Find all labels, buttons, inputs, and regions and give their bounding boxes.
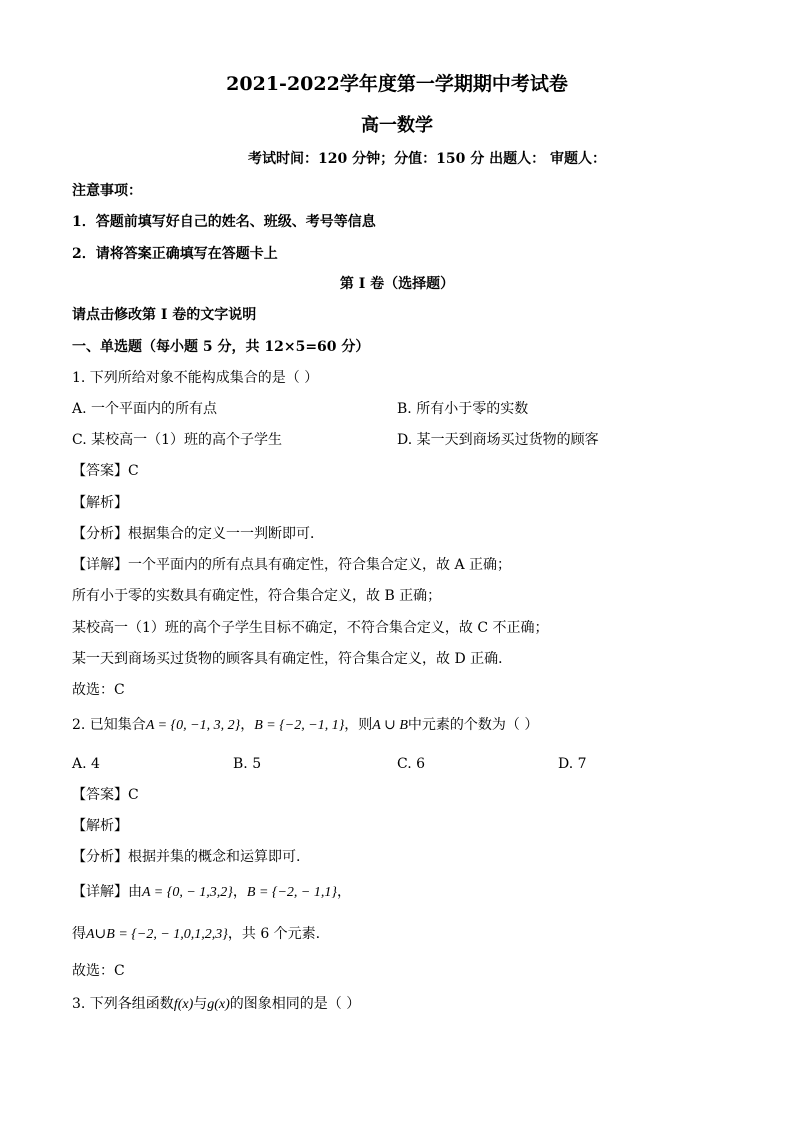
fenxi-text: 根据并集的概念和运算即可. bbox=[128, 849, 301, 865]
q1-detail-3: 某校高一（1）班的高个子学生目标不确定，不符合集合定义，故 C 不正确； bbox=[72, 620, 549, 636]
exam-title: 2021-2022学年度第一学期期中考试卷 bbox=[226, 73, 568, 95]
q1-detail-2: 所有小于零的实数具有确定性，符合集合定义，故 B 正确； bbox=[72, 588, 442, 604]
q2-answer bbox=[72, 786, 139, 804]
q1-detail-1 bbox=[72, 556, 511, 574]
q3-f: f(x) bbox=[173, 997, 194, 1012]
q2-stem-suffix-1: ，则 bbox=[344, 717, 373, 733]
section-title: 第 I 卷（选择题） bbox=[339, 276, 455, 292]
result-prefix: 得 bbox=[72, 926, 86, 942]
q2-option-a: A. 4 bbox=[72, 756, 100, 772]
q3-stem-suffix: 的图象相同的是（ ） bbox=[229, 996, 361, 1012]
q1-conclusion: 故选：C bbox=[72, 682, 125, 698]
q2-stem-prefix: 2. 已知集合 bbox=[72, 717, 146, 733]
q2-option-c: C. 6 bbox=[397, 756, 426, 772]
detail-end: ， bbox=[336, 884, 351, 900]
exam-subtitle: 高一数学 bbox=[361, 115, 433, 136]
q2-fenxi bbox=[72, 848, 300, 866]
fenxi-tag: 【分析】 bbox=[72, 526, 128, 542]
q3-stem-prefix: 3. 下列各组函数 bbox=[72, 996, 174, 1012]
q1-answer bbox=[72, 462, 139, 480]
notes-heading: 注意事项： bbox=[72, 183, 142, 199]
q2-set-b: B = {−2, −1, 1} bbox=[254, 718, 345, 733]
q2-conclusion: 故选：C bbox=[72, 963, 125, 979]
q1-analysis-tag: 【解析】 bbox=[72, 495, 128, 511]
q1-option-c: C. 某校高一（1）班的高个子学生 bbox=[72, 432, 283, 448]
q2-option-d: D. 7 bbox=[558, 756, 587, 772]
q1-option-d: D. 某一天到商场买过货物的顾客 bbox=[397, 432, 599, 448]
q3-g: g(x) bbox=[207, 997, 230, 1012]
result-expr: A∪B = {−2, − 1,0,1,2,3} bbox=[86, 927, 228, 942]
detail-tag: 【详解】 bbox=[72, 557, 128, 573]
detail-set-a: A = {0, − 1,3,2} bbox=[142, 885, 233, 900]
notes-item-2: 2．请将答案正确填写在答题卡上 bbox=[72, 246, 278, 262]
q2-result bbox=[72, 925, 320, 944]
section-instruction: 请点击修改第 I 卷的文字说明 bbox=[72, 307, 257, 323]
q2-detail bbox=[72, 883, 351, 902]
q1-detail-4: 某一天到商场买过货物的顾客具有确定性，符合集合定义，故 D 正确． bbox=[72, 651, 513, 667]
q1-fenxi bbox=[72, 525, 324, 543]
q3-and: 与 bbox=[193, 996, 208, 1012]
result-suffix: ，共 6 个元素. bbox=[227, 926, 321, 942]
q2-set-a: A = {0, −1, 3, 2} bbox=[145, 718, 241, 733]
answer-tag: 【答案】 bbox=[72, 463, 128, 479]
q2-option-b: B. 5 bbox=[233, 756, 262, 772]
answer-value: C bbox=[128, 787, 139, 803]
answer-value: C bbox=[128, 463, 139, 479]
q2-stem-sep: ， bbox=[240, 717, 255, 733]
fenxi-tag: 【分析】 bbox=[72, 849, 128, 865]
q2-union: A ∪ B bbox=[372, 718, 408, 733]
notes-item-1: 1．答题前填写好自己的姓名、班级、考号等信息 bbox=[72, 214, 376, 230]
q1-stem: 1. 下列所给对象不能构成集合的是（ ） bbox=[72, 370, 319, 386]
q1-option-b: B. 所有小于零的实数 bbox=[397, 401, 529, 417]
detail-text: 一个平面内的所有点具有确定性，符合集合定义，故 A 正确； bbox=[128, 557, 512, 573]
answer-tag: 【答案】 bbox=[72, 787, 128, 803]
exam-info: 考试时间：120 分钟；分值：150 分 出题人： 审题人： bbox=[248, 151, 606, 167]
detail-set-b: B = {−2, − 1,1} bbox=[246, 885, 337, 900]
q1-option-a: A. 一个平面内的所有点 bbox=[72, 401, 218, 417]
detail-prefix: 由 bbox=[128, 884, 142, 900]
q2-stem-suffix-2: 中元素的个数为（ ） bbox=[407, 717, 539, 733]
section-heading: 一、单选题（每小题 5 分，共 12×5=60 分） bbox=[72, 339, 370, 355]
detail-tag: 【详解】 bbox=[72, 884, 128, 900]
detail-sep: ， bbox=[232, 884, 247, 900]
q2-analysis-tag: 【解析】 bbox=[72, 818, 128, 834]
fenxi-text: 根据集合的定义一一判断即可． bbox=[128, 526, 324, 542]
q2-stem bbox=[72, 716, 538, 735]
q3-stem bbox=[72, 995, 360, 1014]
